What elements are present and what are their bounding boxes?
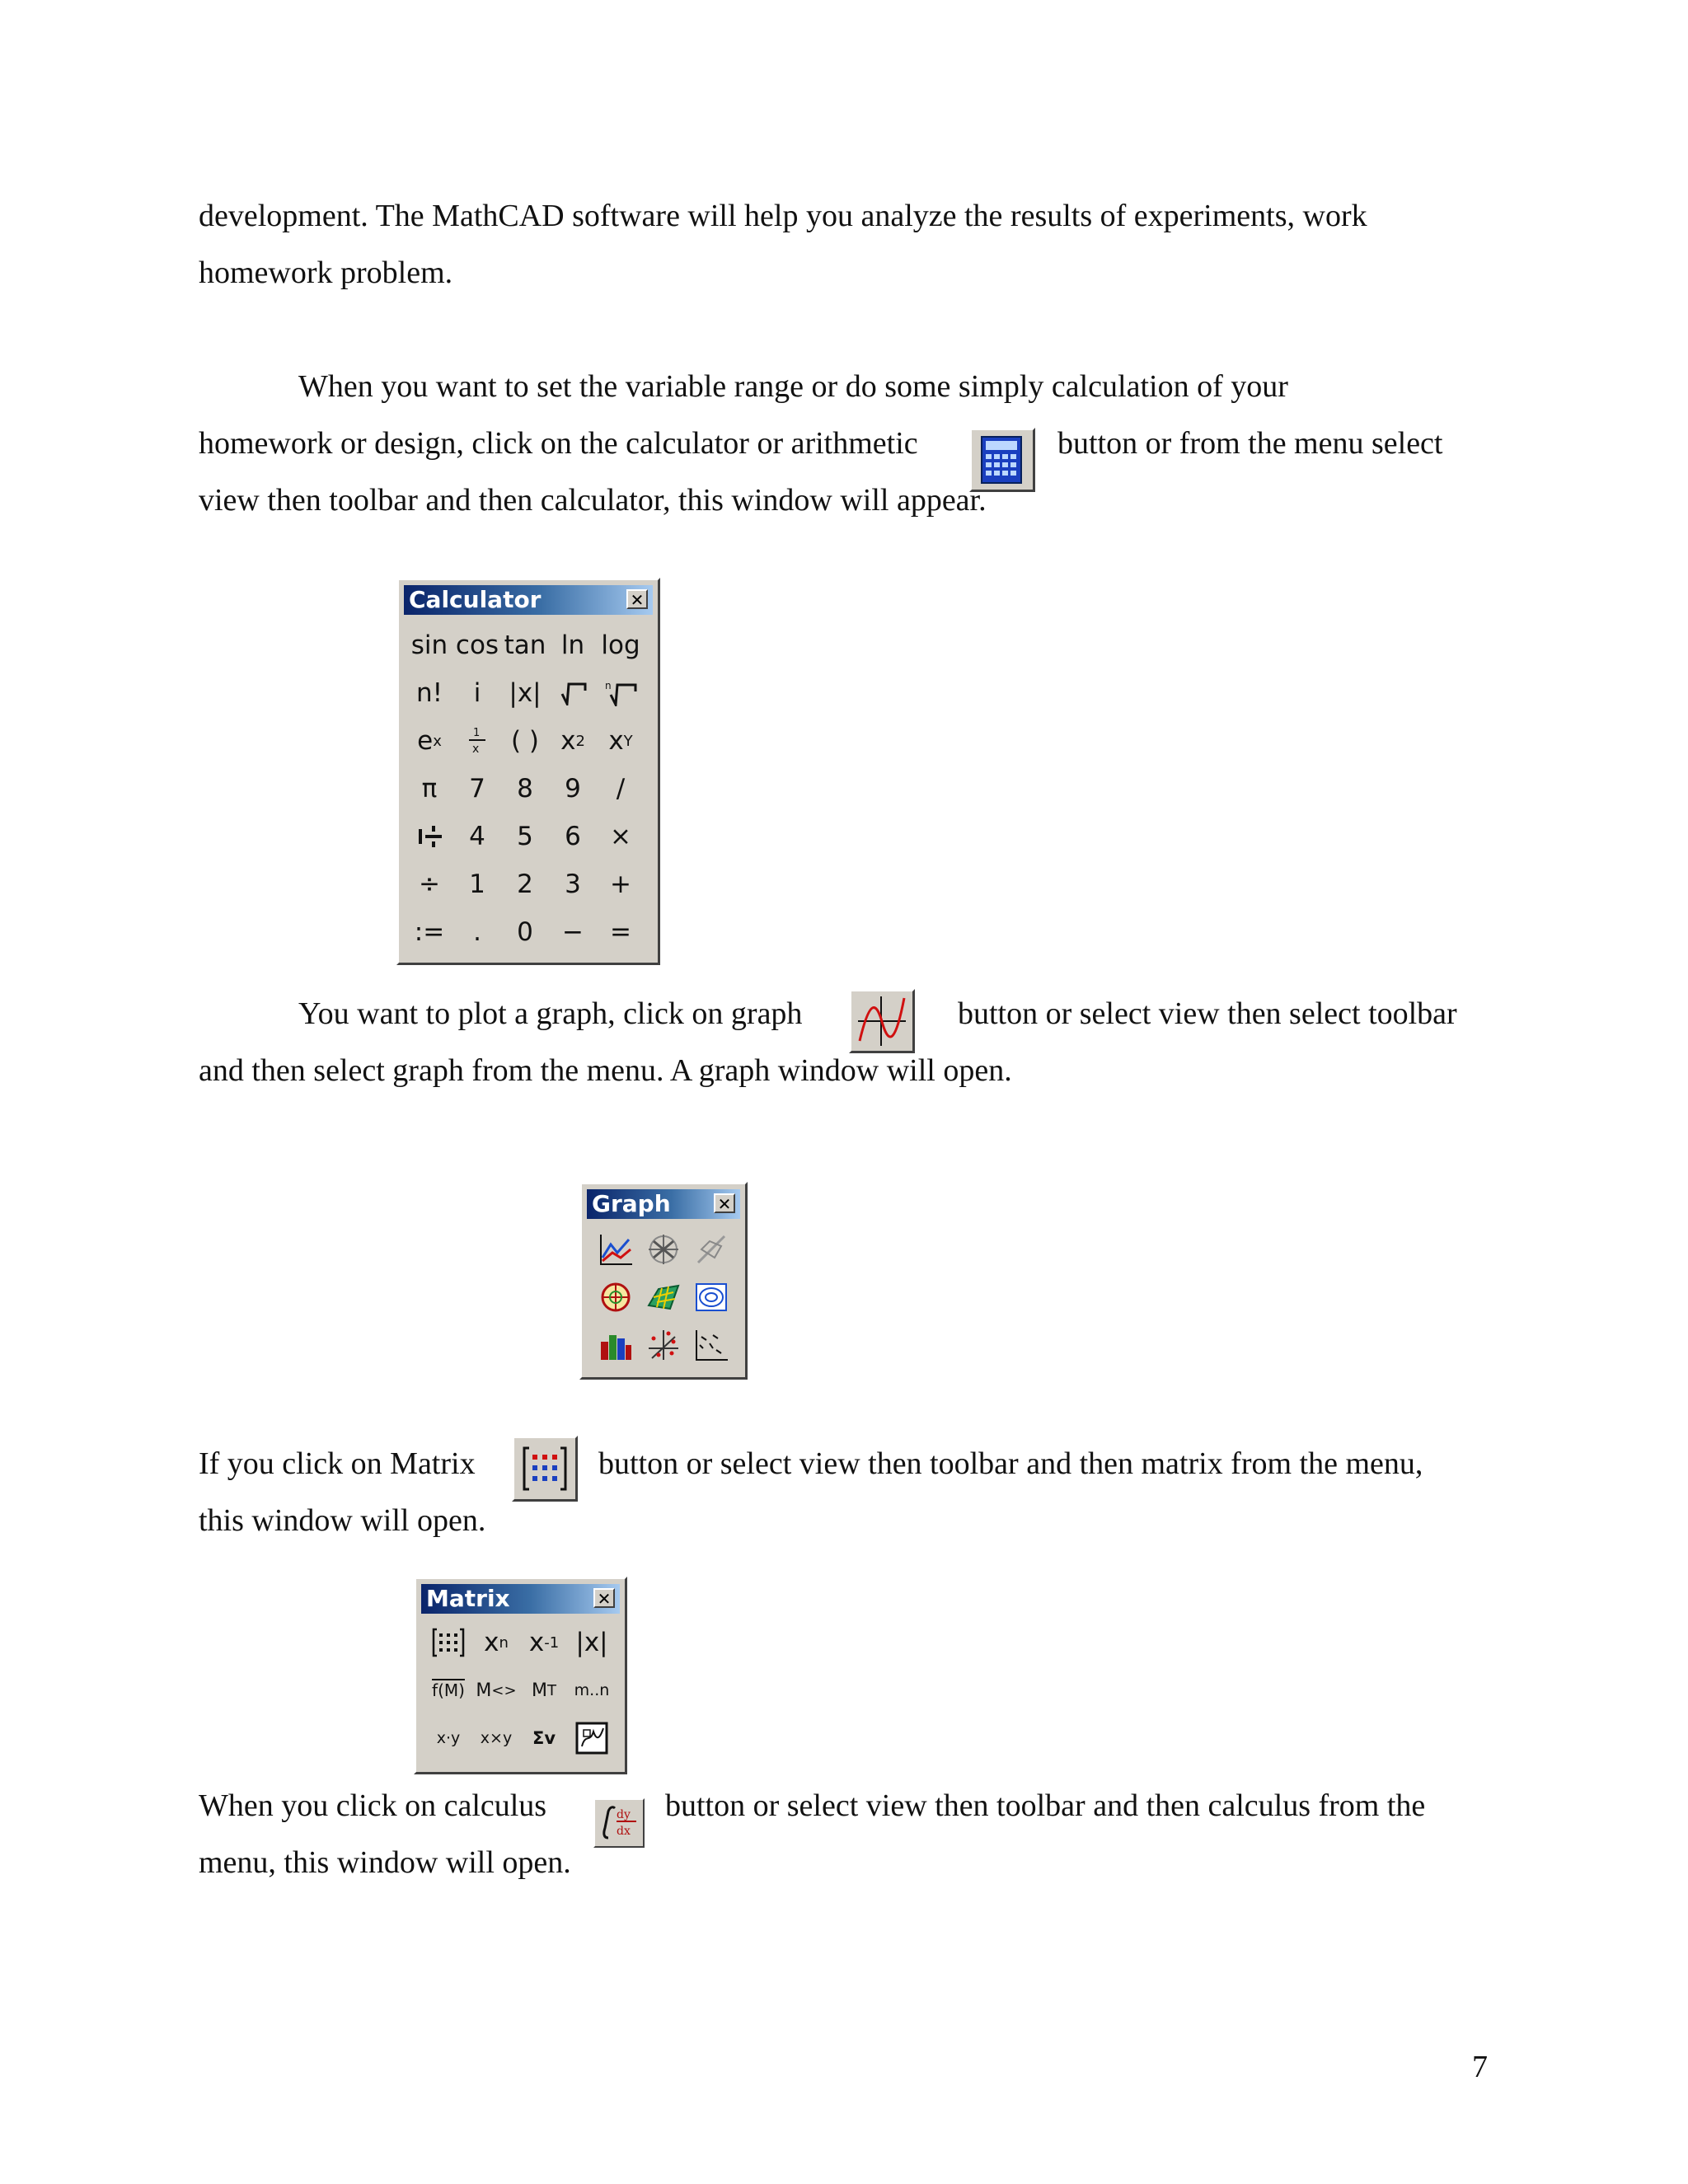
vectorize-icon[interactable]: f(M) [432,1680,465,1700]
determinant-icon[interactable]: |x| [575,1628,608,1657]
graph-toolbar [592,1226,735,1369]
dot-product-icon[interactable]: x·y [436,1729,461,1747]
vector-sum-icon[interactable]: Σv [532,1728,556,1748]
window-title: Matrix [426,1585,510,1612]
range-variable-icon[interactable]: m..n [574,1681,610,1699]
contour-plot-icon[interactable] [687,1273,735,1321]
text-line: development. The MathCAD software will help you analyze the results of experiments, work [199,199,1367,233]
key-5[interactable]: 5 [517,822,533,851]
transpose-icon[interactable]: M T [532,1680,556,1701]
polar-plot-icon[interactable] [640,1226,687,1273]
subscript-icon[interactable]: x n [484,1628,509,1657]
text-line: button or from the menu select [1057,426,1443,461]
key-factorial[interactable]: n! [415,678,443,708]
key-nth-root[interactable] [597,669,645,717]
key-cos[interactable]: cos [455,630,499,660]
graph-icon [851,991,912,1051]
key-8[interactable]: 8 [517,774,533,804]
key-define[interactable]: := [414,917,445,947]
text-line: button or select view then select toolbar [958,996,1457,1031]
text-line: this window will open. [199,1503,486,1538]
insert-matrix-icon[interactable] [424,1619,472,1666]
text-line: When you click on calculus [199,1788,547,1823]
calculus-icon [595,1800,643,1846]
text-line: button or select view then toolbar and then calculus from the [665,1788,1426,1823]
matrix-button-icon[interactable] [512,1436,578,1502]
key-4[interactable]: 4 [469,822,485,851]
matrix-toolbar [424,1619,616,1762]
key-sin[interactable]: sin [410,630,448,660]
svg-text:n: n [605,680,612,691]
key-pi[interactable]: π [421,774,438,804]
key-reciprocal[interactable] [453,717,501,765]
inverse-icon[interactable]: x -1 [528,1628,560,1657]
text-line: When you want to set the variable range or do some simply calculation of your [298,369,1288,404]
key-log[interactable]: log [601,630,640,660]
key-divide[interactable]: ÷ [419,869,440,899]
svg-text:dx: dx [617,1825,631,1838]
key-multiply[interactable]: × [610,822,631,851]
graph-button-icon[interactable] [849,989,915,1053]
key-decimal[interactable]: . [473,917,481,947]
window-titlebar[interactable] [421,1584,620,1614]
calculator-keypad [406,621,653,956]
matrix-icon [514,1438,575,1499]
vector-field-icon[interactable] [687,1321,735,1369]
key-plus[interactable]: + [610,869,631,899]
window-titlebar[interactable] [404,585,653,615]
key-power[interactable]: x Y [608,726,633,756]
text-line: button or select view then toolbar and then matrix from the menu, [598,1446,1423,1481]
polar-grid-icon[interactable] [592,1273,640,1321]
text-line: homework or design, click on the calculator or arithmetic [199,426,918,461]
calculus-button-icon[interactable] [593,1798,645,1848]
text-line: You want to plot a graph, click on graph [298,996,803,1031]
key-minus[interactable]: − [562,917,584,947]
close-icon[interactable]: ✕ [714,1193,735,1213]
key-ln[interactable]: ln [560,630,585,660]
key-9[interactable]: 9 [565,774,581,804]
text-line: menu, this window will open. [199,1845,571,1880]
key-3[interactable]: 3 [565,869,581,899]
window-title: Calculator [409,586,542,613]
bar-chart-3d-icon[interactable] [592,1321,640,1369]
key-divide-slash[interactable]: / [616,774,626,804]
matrix-window [414,1577,627,1774]
graph-window [579,1182,748,1380]
cross-product-icon[interactable]: x×y [480,1729,513,1747]
key-equals[interactable]: = [610,917,631,947]
calculator-window [396,578,660,965]
svg-text:dy: dy [617,1808,631,1821]
key-mixed-number[interactable] [406,813,453,860]
key-6[interactable]: 6 [565,822,581,851]
text-line: view then toolbar and then calculator, this window will appear. [199,483,987,518]
key-tan[interactable]: tan [504,630,546,660]
window-title: Graph [592,1190,671,1217]
scatter-plot-3d-icon[interactable] [640,1321,687,1369]
svg-text:x: x [472,743,480,756]
key-parentheses[interactable]: ( ) [510,726,540,756]
key-sqrt[interactable] [549,669,597,717]
key-1[interactable]: 1 [469,869,485,899]
close-icon[interactable]: ✕ [626,589,648,609]
key-imaginary[interactable]: i [473,678,481,708]
key-exp[interactable]: e x [417,726,442,756]
surface-plot-disabled-icon[interactable] [687,1226,735,1273]
key-7[interactable]: 7 [469,774,485,804]
text-line: and then select graph from the menu. A graph window will open. [199,1053,1012,1088]
page-number: 7 [1472,2050,1488,2084]
key-square[interactable]: x 2 [560,726,585,756]
text-line: If you click on Matrix [199,1446,476,1481]
surface-3d-icon[interactable] [640,1273,687,1321]
xy-plot-icon[interactable] [592,1226,640,1273]
key-abs[interactable]: |x| [509,678,542,708]
key-0[interactable]: 0 [517,917,533,947]
svg-text:1: 1 [473,727,481,739]
window-titlebar[interactable] [587,1189,740,1219]
picture-icon[interactable] [568,1714,616,1762]
matrix-column-icon[interactable]: M <> [476,1680,517,1701]
text-line: homework problem. [199,255,453,290]
key-2[interactable]: 2 [517,869,533,899]
close-icon[interactable]: ✕ [593,1588,615,1608]
